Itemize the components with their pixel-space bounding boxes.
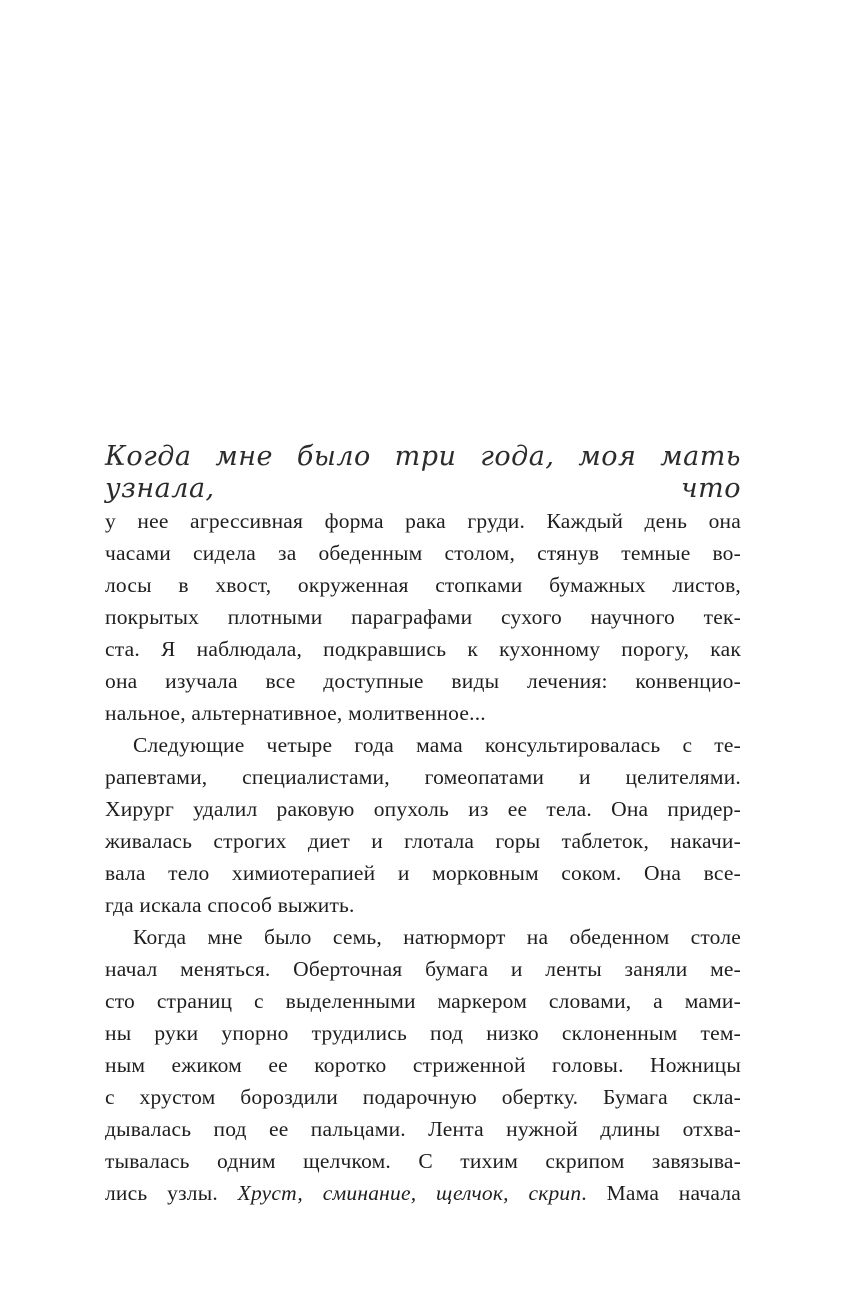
opening-script-line: Когда мне было три года, моя мать узнала, что: [105, 441, 741, 504]
body-text-line-mixed: [105, 1177, 741, 1209]
line-segment-normal: лись узлы.: [105, 1181, 238, 1205]
body-text-line: лосы в хвост, окруженная стопками бумажных листов,: [105, 573, 741, 597]
paragraph-first-line: Следующие четыре года мама консультировалась с те-: [133, 733, 741, 757]
body-text-line: часами сидела за обеденным столом, стянув темные во-: [105, 541, 741, 565]
body-text-line: ным ежиком ее коротко стриженной головы. Ножницы: [105, 1053, 741, 1077]
body-text-line: Хирург удалил раковую опухоль из ее тела. Она придер-: [105, 797, 741, 821]
body-text-line: тывалась одним щелчком. С тихим скрипом завязыва-: [105, 1149, 741, 1173]
body-text-line: сто страниц с выделенными маркером словами, а мами-: [105, 989, 741, 1013]
text-block: [105, 441, 741, 1209]
paragraph-last-line: нальное, альтернативное, молитвенное...: [105, 701, 486, 725]
paragraph-first-line: Когда мне было семь, натюрморт на обеденном столе: [133, 925, 741, 949]
body-text-line: начал меняться. Оберточная бумага и ленты заняли ме-: [105, 957, 741, 981]
line-segment-italic: Хруст, сминание, щелчок, скрип: [237, 1181, 582, 1205]
line-segment-normal: . Мама начала: [581, 1181, 742, 1205]
body-text-line: она изучала все доступные виды лечения: конвенцио-: [105, 669, 741, 693]
body-text-line: рапевтами, специалистами, гомеопатами и целителями.: [105, 765, 741, 789]
body-text-line: вала тело химиотерапией и морковным соком. Она все-: [105, 861, 741, 885]
body-text-line: дывалась под ее пальцами. Лента нужной длины отхва-: [105, 1117, 741, 1141]
body-text-line: покрытых плотными параграфами сухого научного тек-: [105, 605, 741, 629]
body-text-line: у нее агрессивная форма рака груди. Каждый день она: [105, 509, 741, 533]
body-text-line: с хрустом бороздили подарочную обертку. Бумага скла-: [105, 1085, 741, 1109]
body-text-line: ста. Я наблюдала, подкравшись к кухонному порогу, как: [105, 637, 741, 661]
paragraph-last-line: гда искала способ выжить.: [105, 893, 355, 917]
body-text-line: ны руки упорно трудились под низко склоненным тем-: [105, 1021, 741, 1045]
body-text-line: живалась строгих диет и глотала горы таблеток, накачи-: [105, 829, 741, 853]
